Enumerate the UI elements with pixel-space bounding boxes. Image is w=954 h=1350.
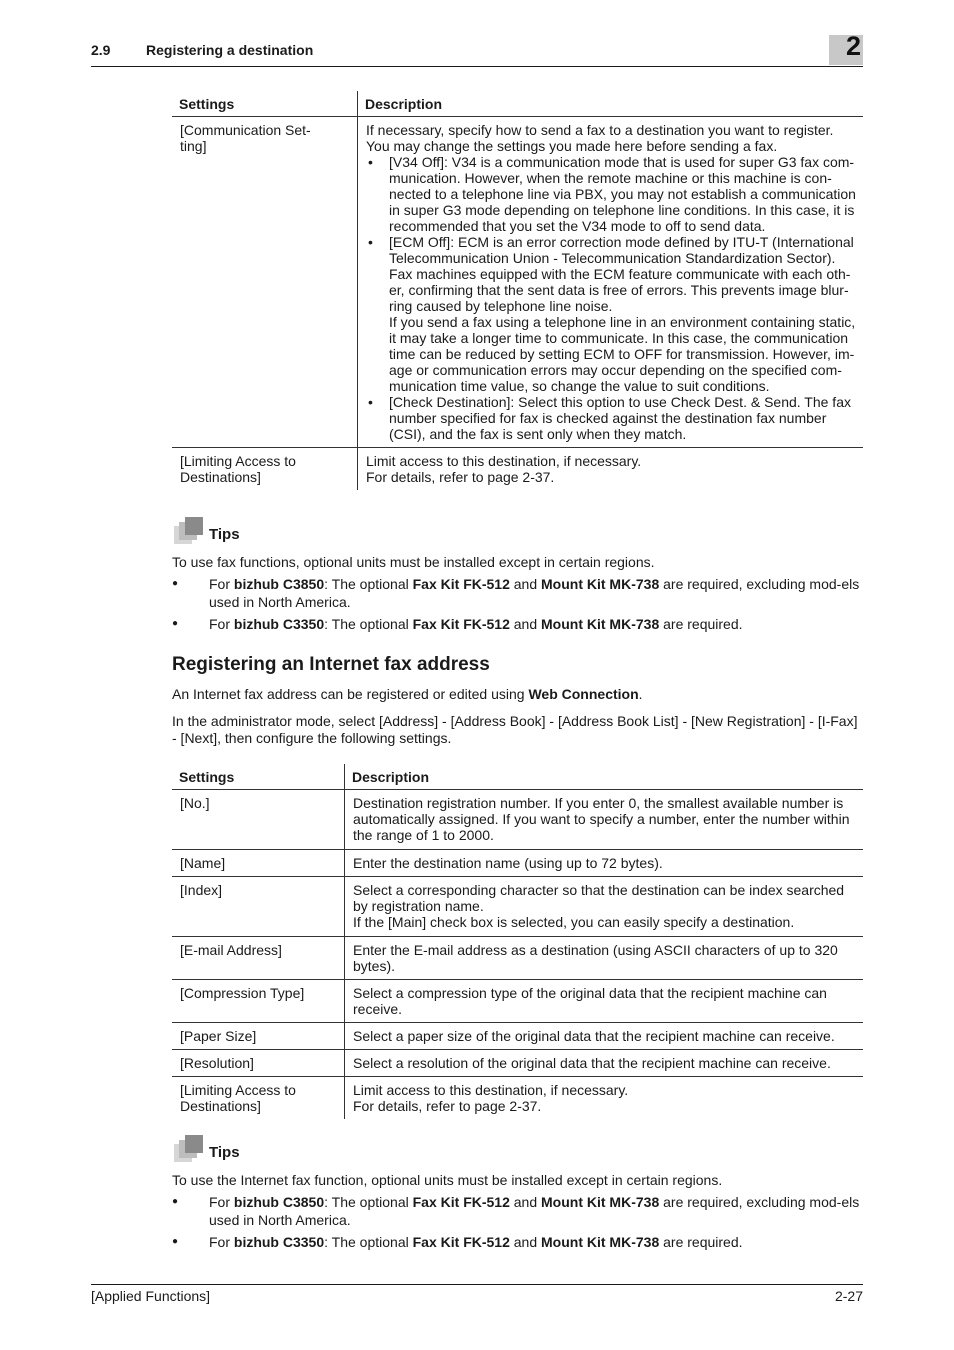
setting-name: [Index] (172, 877, 345, 937)
kit-name: Fax Kit FK-512 (412, 1194, 510, 1210)
option-list (366, 154, 856, 442)
page-header (91, 31, 863, 67)
setting-description (358, 448, 864, 491)
list-item: • [V34 Off]: V34 is a communication mode that is used for super G3 fax com-munication. However, when the remote machine or this machine is con-nected to a telephone line via PBX, you may not establish a communication in super G3 mode depending on telephone line conditions. In this case, it is recommended that you set the V34 mode to off to send data. (366, 154, 856, 234)
kit-name: Mount Kit MK-738 (541, 616, 660, 632)
kit-name: Fax Kit FK-512 (412, 576, 510, 592)
section-title: Registering a destination (146, 42, 314, 58)
list-item (366, 234, 856, 394)
list-item: ● For bizhub C3850: The optional Fax Kit FK-512 and Mount Kit MK-738 are required, excluding mod-els used in North America. (172, 575, 864, 611)
setting-name: [Limiting Access to Destinations] (172, 448, 358, 491)
tips-icon (172, 516, 208, 546)
chapter-number: 2 (845, 31, 861, 61)
table-header-row (172, 764, 863, 790)
table-row (172, 448, 863, 491)
table-row (172, 877, 863, 937)
description-line: For details, refer to page 2-37. (353, 1098, 542, 1114)
setting-description: Enter the E-mail address as a destination (using ASCII characters of up to 320 bytes). (345, 937, 864, 980)
model-name: bizhub C3850 (233, 1194, 325, 1210)
setting-description (345, 877, 864, 937)
list-item-note: If you send a fax using a telephone line in an environment containing static, it may take a longer time to communicate. In this case, the communication time can be reduced by setting ECM to OFF for transmission. However, im-age or communication errors may occur depending on the specified com-munication time value, so change the value to suit conditions. (389, 314, 856, 394)
kit-name: Mount Kit MK-738 (541, 1234, 660, 1250)
tips-intro: To use fax functions, optional units must be installed except in certain regions. (172, 554, 655, 570)
column-header-description: Description (358, 91, 864, 117)
setting-name: [E-mail Address] (172, 937, 345, 980)
list-item-text: [ECM Off]: ECM is an error correction mode defined by ITU-T (International Telecommunication Union - Telecommunication Standardization Sector). Fax machines equipped with the ECM feature communicate with each oth-er, confirming that the sent data is free of errors. This prevents image blur-ring caused by telephone line noise. (389, 234, 854, 314)
setting-description: Select a paper size of the original data that the recipient machine can receive. (345, 1023, 864, 1050)
section-number: 2.9 (91, 42, 111, 58)
setting-description (345, 1077, 864, 1120)
instruction-paragraph: In the administrator mode, select [Address] - [Address Book] - [Address Book List] - [New Registration] - [I-Fax] - [Next], then configure the following settings. (172, 713, 858, 746)
tips-intro: To use the Internet fax function, optional units must be installed except in certain regions. (172, 1172, 723, 1188)
tips-block (172, 1134, 864, 1251)
tips-icon (172, 1134, 208, 1164)
table-row (172, 1050, 863, 1077)
table-row (172, 790, 863, 850)
tips-list (172, 575, 864, 633)
kit-name: Mount Kit MK-738 (541, 576, 660, 592)
footer-chapter-label: [Applied Functions] (91, 1288, 211, 1304)
section-heading: Registering an Internet fax address (172, 654, 490, 675)
table-row (172, 937, 863, 980)
description-line: Select a corresponding character so that the destination can be index searched by registration name. (353, 882, 845, 914)
page-number: 2-27 (834, 1288, 863, 1304)
description-intro: If necessary, specify how to send a fax to a destination you want to register. You may change the settings you made here before sending a fax. (366, 122, 834, 154)
table-row (172, 1077, 863, 1120)
kit-name: Mount Kit MK-738 (541, 1194, 660, 1210)
intro-paragraph: An Internet fax address can be registered or edited using Web Connection. (172, 686, 643, 702)
tips-label: Tips (209, 1144, 240, 1161)
table-header-row (172, 91, 863, 117)
setting-name: [Paper Size] (172, 1023, 345, 1050)
setting-name: [Communication Set-ting] (172, 117, 358, 448)
communication-settings-table (172, 91, 863, 490)
setting-name: [Resolution] (172, 1050, 345, 1077)
setting-description (358, 117, 864, 448)
list-item: ● For bizhub C3850: The optional Fax Kit FK-512 and Mount Kit MK-738 are required, excluding mod-els used in North America. (172, 1193, 864, 1229)
web-connection-term: Web Connection (528, 686, 639, 702)
list-item: • [Check Destination]: Select this option to use Check Dest. & Send. The fax number specified for fax is checked against the destination fax number (CSI), and the fax is sent only when they match. (366, 394, 856, 442)
list-item: ● For bizhub C3350: The optional Fax Kit FK-512 and Mount Kit MK-738 are required. (172, 615, 864, 633)
model-name: bizhub C3350 (233, 616, 325, 632)
chapter-tab (829, 31, 863, 65)
table-row (172, 850, 863, 877)
model-name: bizhub C3850 (233, 576, 325, 592)
setting-name: [Name] (172, 850, 345, 877)
column-header-settings: Settings (172, 764, 345, 790)
tips-label: Tips (209, 526, 240, 543)
setting-description: Destination registration number. If you enter 0, the smallest available number is automatically assigned. If you want to specify a number, enter the number within the range of 1 to 2000. (353, 795, 850, 843)
description-line: If the [Main] check box is selected, you can easily specify a destination. (353, 914, 795, 930)
kit-name: Fax Kit FK-512 (412, 1234, 510, 1250)
list-item: ● For bizhub C3350: The optional Fax Kit FK-512 and Mount Kit MK-738 are required. (172, 1233, 864, 1251)
column-header-settings: Settings (172, 91, 358, 117)
description-line: Limit access to this destination, if necessary. (353, 1082, 629, 1098)
table-row (172, 1023, 863, 1050)
setting-description: Select a compression type of the original data that the recipient machine can receive. (345, 980, 864, 1023)
table-row (172, 980, 863, 1023)
kit-name: Fax Kit FK-512 (412, 616, 510, 632)
model-name: bizhub C3350 (233, 1234, 325, 1250)
page-footer (91, 1284, 863, 1304)
description-line: For details, refer to page 2-37. (366, 469, 555, 485)
column-header-description: Description (345, 764, 864, 790)
setting-name: [Compression Type] (172, 980, 345, 1023)
description-line: Limit access to this destination, if necessary. (366, 453, 642, 469)
tips-list (172, 1193, 864, 1251)
setting-name: [No.] (172, 790, 345, 850)
internet-fax-settings-table (172, 764, 863, 1119)
setting-name: [Limiting Access to Destinations] (172, 1077, 345, 1120)
table-row (172, 117, 863, 448)
setting-description: Enter the destination name (using up to 72 bytes). (345, 850, 864, 877)
setting-description: Select a resolution of the original data that the recipient machine can receive. (345, 1050, 864, 1077)
tips-block (172, 516, 864, 633)
